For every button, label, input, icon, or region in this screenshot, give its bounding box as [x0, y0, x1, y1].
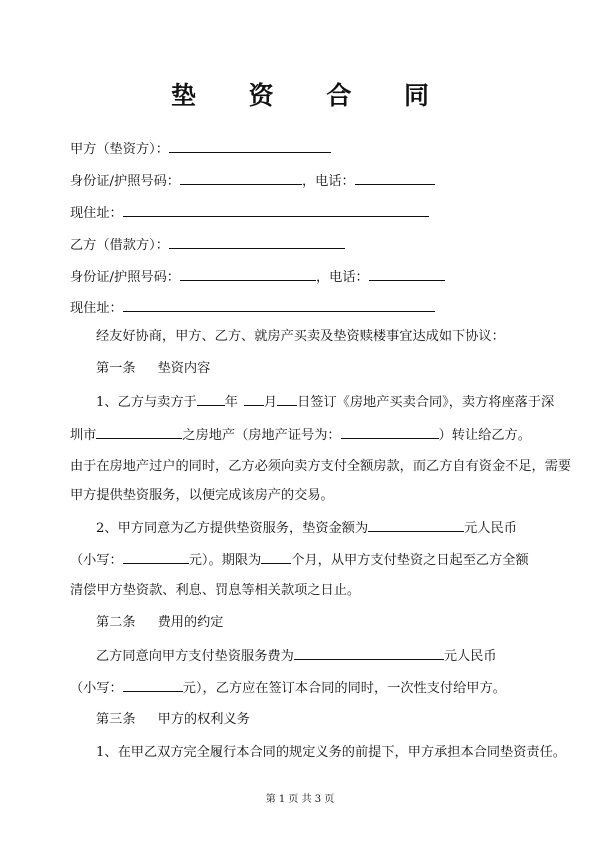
- article-1-p1-line4: 甲方提供垫资服务，以便完成该房产的交易。: [70, 488, 334, 503]
- article-3-title: 甲方的权利义务: [157, 712, 250, 727]
- article-1-heading: [96, 360, 210, 378]
- advance-amount-figures-blank[interactable]: [123, 551, 189, 564]
- document-title: 垫 资 合 同: [170, 81, 452, 110]
- article-1-p1-line1: [96, 393, 554, 412]
- article-1-p2-line2: [70, 551, 529, 570]
- party-a-phone-label: ，电话：: [301, 174, 355, 189]
- text-segment: 圳市: [70, 428, 97, 443]
- text-segment: 2、甲方同意为乙方提供垫资服务，垫资金额为: [96, 521, 369, 536]
- article-2-heading: [96, 614, 224, 632]
- text-segment: 元人民币: [464, 521, 517, 536]
- article-1-number: 第一条: [96, 361, 136, 376]
- party-b-label: 乙方（借款方）：: [70, 238, 169, 253]
- party-a-line: [70, 140, 331, 159]
- advance-amount-blank[interactable]: [368, 519, 464, 532]
- text-segment: 月: [263, 395, 278, 410]
- article-1-p2-line3: 清偿甲方垫资款、利息、罚息等相关款项之日止。: [70, 583, 361, 598]
- term-months-blank[interactable]: [261, 551, 291, 564]
- article-2-title: 费用的约定: [157, 615, 224, 630]
- property-cert-blank[interactable]: [341, 426, 439, 439]
- party-b-address-label: 现住址：: [70, 301, 123, 316]
- party-a-name-blank[interactable]: [169, 140, 331, 153]
- party-b-address-line: [70, 299, 435, 318]
- party-b-line: [70, 236, 345, 255]
- party-b-phone-blank[interactable]: [369, 268, 445, 281]
- article-3-number: 第三条: [96, 712, 136, 727]
- text-segment: （小写：: [70, 681, 123, 696]
- party-a-id-line: [70, 172, 435, 191]
- party-b-id-line: [70, 268, 445, 287]
- text-segment: 1、乙方与卖方于: [96, 395, 197, 410]
- text-segment: 元）。期限为: [188, 553, 262, 568]
- party-a-address-line: [70, 204, 429, 223]
- party-b-id-label: 身份证/护照号码：: [70, 270, 180, 285]
- party-a-label: 甲方（垫资方）：: [70, 142, 169, 157]
- article-2-number: 第二条: [96, 615, 136, 630]
- text-segment: 日签订《房地产买卖合同》，卖方将座落于深: [297, 395, 555, 410]
- party-a-address-blank[interactable]: [123, 204, 429, 217]
- text-segment: 年: [224, 395, 238, 410]
- article-1-p1-line2: [70, 426, 531, 445]
- page-footer: 第 1 页 共 3 页: [265, 794, 335, 805]
- district-blank[interactable]: [96, 426, 182, 439]
- article-2-p1-line2: [70, 679, 506, 698]
- intro-paragraph: 经友好协商，甲方、乙方、就房产买卖及垫资赎楼事宜达成如下协议：: [96, 329, 505, 344]
- party-a-phone-blank[interactable]: [355, 172, 435, 185]
- service-fee-blank[interactable]: [294, 647, 444, 660]
- text-segment: 乙方同意向甲方支付垫资服务费为: [96, 649, 294, 664]
- article-1-p1-line3: 由于在房地产过户的同时，乙方必须向卖方支付全额房款，而乙方自有资金不足，需要: [70, 459, 572, 474]
- article-1-p2-line1: [96, 519, 517, 538]
- party-a-id-label: 身份证/护照号码：: [70, 174, 180, 189]
- article-1-title: 垫资内容: [157, 361, 211, 376]
- article-3-heading: [96, 711, 250, 729]
- text-segment: ）转让给乙方。: [438, 428, 531, 443]
- party-b-name-blank[interactable]: [169, 236, 345, 249]
- article-3-p1: 1、在甲乙双方完全履行本合同的规定义务的前提下，甲方承担本合同垫资责任。: [96, 745, 566, 760]
- party-b-id-blank[interactable]: [180, 268, 316, 281]
- year-blank[interactable]: [197, 393, 225, 406]
- month-blank[interactable]: [244, 393, 264, 406]
- party-a-address-label: 现住址：: [70, 206, 123, 221]
- party-b-address-blank[interactable]: [123, 299, 435, 312]
- party-b-phone-label: ，电话：: [315, 270, 369, 285]
- text-segment: 个月，从甲方支付垫资之日起至乙方全额: [291, 553, 529, 568]
- article-2-p1-line1: [96, 647, 497, 666]
- text-segment: 元人民币: [443, 649, 497, 664]
- party-a-id-blank[interactable]: [180, 172, 302, 185]
- text-segment: （小写：: [70, 553, 123, 568]
- service-fee-figures-blank[interactable]: [123, 679, 183, 692]
- text-segment: 之房地产（房地产证号为：: [182, 428, 341, 443]
- text-segment: 元），乙方应在签订本合同的同时，一次性支付给甲方。: [182, 681, 506, 696]
- day-blank[interactable]: [277, 393, 297, 406]
